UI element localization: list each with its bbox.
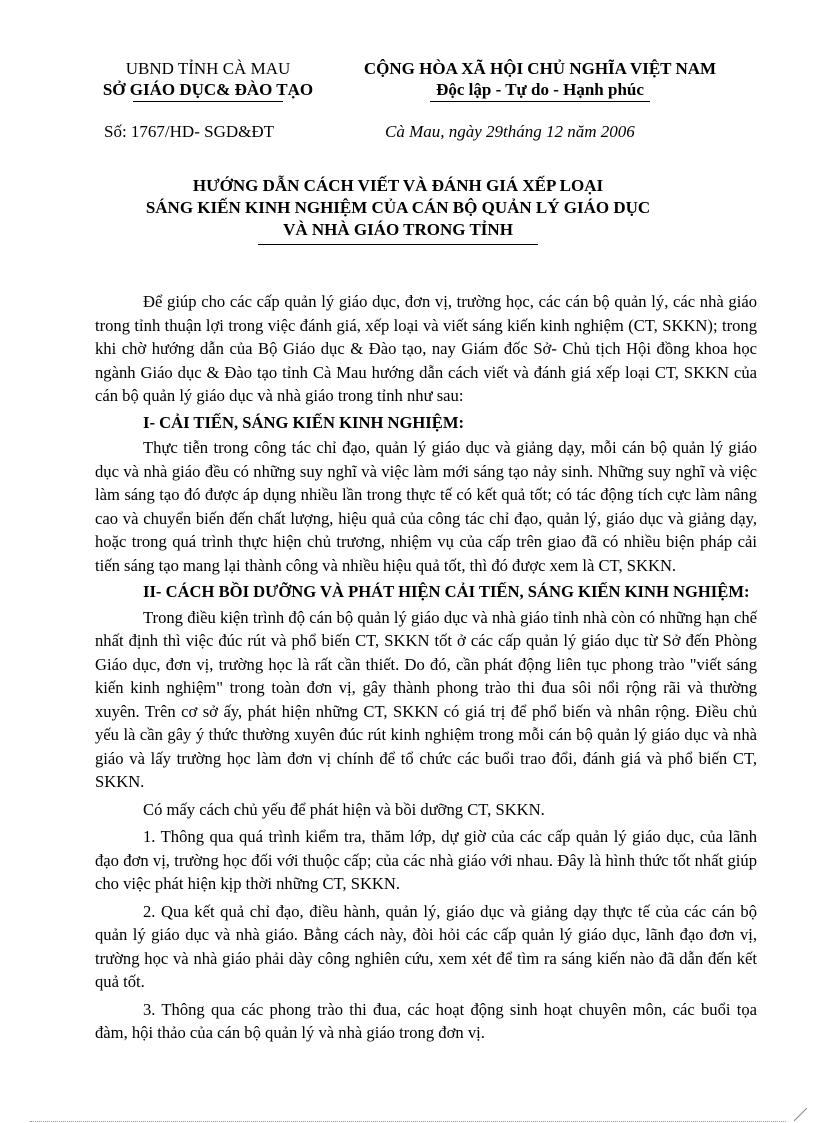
page-bottom-dotted-rule (30, 1121, 786, 1122)
section-1-heading: I- CẢI TIẾN, SÁNG KIẾN KINH NGHIỆM: (143, 412, 465, 432)
page-corner-mark-icon (794, 1108, 808, 1122)
nation-name: CỘNG HÒA XÃ HỘI CHỦ NGHĨA VIỆT NAM (363, 59, 717, 78)
document-body (95, 290, 757, 1045)
section-2-paragraph: Trong điều kiện trình độ cán bộ quản lý giáo dục và nhà giáo tỉnh nhà còn có những hạn chế nhất định thì việc đúc rút và phổ biến CT, SKKN tốt ở các cấp quản lý giáo dục từ Sở đến Phòng Giáo dục, đơn vị, trường học là rất cần thiết. Do đó, cần phát động liên tục phong trào "viết sáng kiến kinh nghiệm" trong toàn đơn vị, gây thành phong trào thi đua sôi nổi rộng rãi và thường xuyên. Trên cơ sở ấy, phát hiện những CT, SKKN có giá trị để phổ biến và nhân rộng. Điều chủ yếu là cần gây ý thức thường xuyên đúc rút kinh nghiệm trong mỗi cán bộ quản lý giáo dục và nhà giáo và lấy trường học làm đơn vị chính để tổ chức các buổi trao đổi, đánh giá và phổ biến CT, SKKN. (95, 607, 757, 791)
document-title (100, 175, 696, 245)
section-1-paragraph: Thực tiễn trong công tác chỉ đạo, quản lý giáo dục và giảng dạy, mỗi cán bộ quản lý giáo dục và nhà giáo đều có những suy nghĩ và việc làm mới sáng tạo nảy sinh. Những suy nghĩ và việc làm sáng tạo đó được áp dụng nhiều lần trong thực tế có kết quả tốt; có tác động tích cực làm nâng cao và chuyển biến đến chất lượng, hiệu quả của công tác chỉ đạo, quản lý, giáo dục và giảng dạy, hoặc trong quá trình thực hiện chủ trương, nhiệm vụ của cấp trên giao đã có nhiều biện pháp cải tiến sáng tạo mang lại thành công và nhiều hiệu quả tốt, thì đó được xem là CT, SKKN. (95, 438, 757, 575)
department-name: SỞ GIÁO DỤC& ĐÀO TẠO (102, 80, 314, 99)
agency-name: UBND TỈNH CÀ MAU (125, 59, 291, 78)
title-rule (258, 244, 538, 245)
title-line-2: SÁNG KIẾN KINH NGHIỆM CỦA CÁN BỘ QUẢN LÝ GIÁO DỤC (145, 198, 651, 217)
document-number: Số: 1767/HD- SGD&ĐT (104, 122, 275, 141)
title-line-3: VÀ NHÀ GIÁO TRONG TỈNH (283, 220, 513, 239)
method-2: 2. Qua kết quả chỉ đạo, điều hành, quản lý, giáo dục và giảng dạy thực tế của các cán bộ quản lý giáo dục và nhà giáo. Bằng cách này, đòi hỏi các cấp quản lý giáo dục, lãnh đạo đơn vị, trường học và nhà giáo phải dày công nghiên cứu, xem xét để tìm ra sáng kiến nào đã dẫn đến kết quả tốt. (95, 901, 757, 991)
header-left (78, 58, 338, 102)
header-right (330, 58, 750, 102)
title-line-1: HƯỚNG DẪN CÁCH VIẾT VÀ ĐÁNH GIÁ XẾP LOẠI (192, 176, 604, 195)
methods-intro: Có mấy cách chủ yếu để phát hiện và bồi dưỡng CT, SKKN. (143, 799, 545, 819)
national-motto: Độc lập - Tự do - Hạnh phúc (436, 80, 644, 99)
place-date: Cà Mau, ngày 29tháng 12 năm 2006 (385, 122, 635, 141)
header-right-rule (430, 101, 650, 102)
method-3: 3. Thông qua các phong trào thi đua, các hoạt động sinh hoạt chuyên môn, các buổi tọa đàm, hội thảo của cán bộ quản lý và nhà giáo trong đơn vị. (95, 999, 757, 1042)
header-left-rule (133, 101, 283, 102)
section-2-heading: II- CÁCH BỒI DƯỠNG VÀ PHÁT HIỆN CẢI TIẾN, SÁNG KIẾN KINH NGHIỆM: (143, 582, 750, 601)
method-1: 1. Thông qua quá trình kiểm tra, thăm lớp, dự giờ của các cấp quản lý giáo dục, của lãnh đạo đơn vị, trường học đối với thuộc cấp; của các nhà giáo với nhau. Đây là hình thức tốt nhất giúp cho việc phát hiện kịp thời những CT, SKKN. (95, 827, 757, 893)
intro-paragraph: Để giúp cho các cấp quản lý giáo dục, đơn vị, trường học, các cán bộ quản lý, các nhà giáo trong tỉnh thuận lợi trong việc đánh giá, xếp loại và viết sáng kiến kinh nghiệm (CT, SKKN); trong khi chờ hướng dẫn của Bộ Giáo dục & Đào tạo, nay Giám đốc Sở- Chủ tịch Hội đồng khoa học ngành Giáo dục & Đào tạo tỉnh Cà Mau hướng dẫn cách viết và đánh giá xếp loại CT, SKKN của cán bộ quản lý giáo dục và nhà giáo trong tỉnh như sau: (95, 292, 757, 405)
